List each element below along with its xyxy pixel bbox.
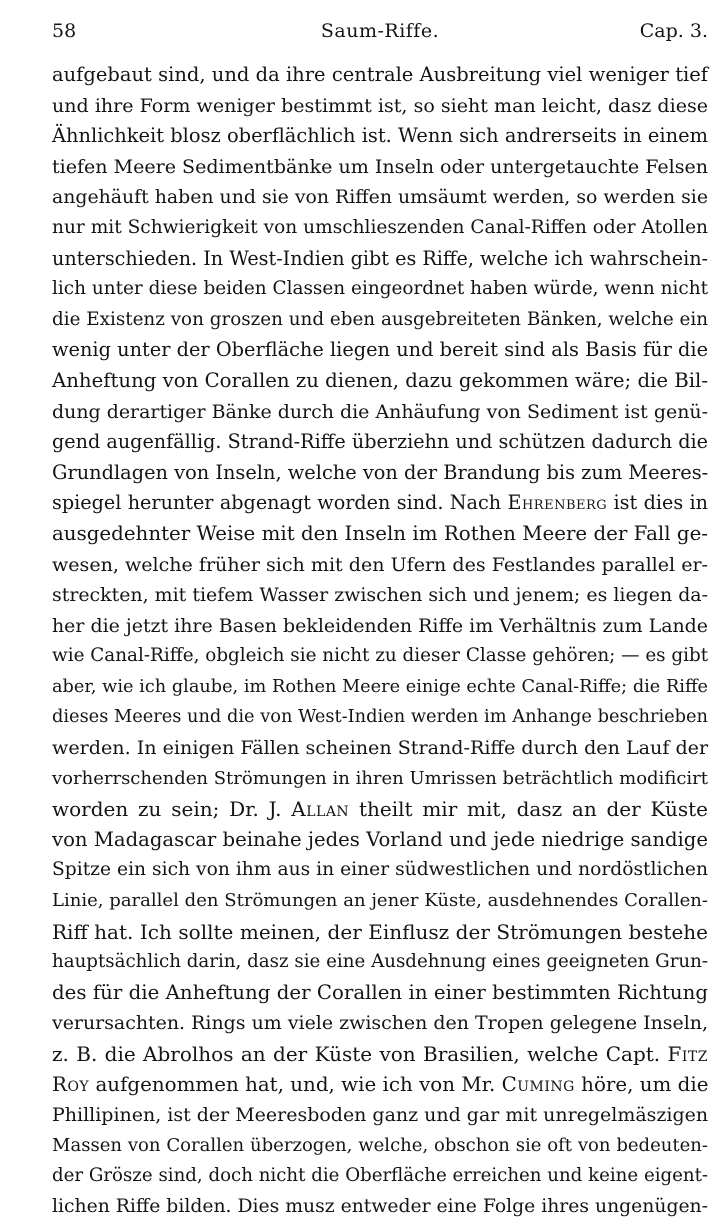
text-segment: ist dies in: [607, 491, 708, 515]
text-line: [52, 519, 708, 550]
text-segment: tiefen Meere Sedimentbänke um Inseln oder untergetauchte Felsen: [52, 155, 708, 178]
text-line: [52, 335, 708, 366]
text-segment: die Existenz von groszen und eben ausgebreiteten Bänken, welche ein: [52, 308, 708, 330]
text-segment: lich unter diese beiden Classen eingeordnet haben würde, wenn nicht: [52, 278, 708, 300]
text-line: [52, 182, 708, 213]
text-segment: spiegel herunter abgenagt worden sind. Nach: [52, 491, 508, 515]
text-line: [52, 488, 708, 519]
text-segment: höre, um die: [574, 1072, 709, 1096]
text-line: [52, 794, 708, 825]
text-line: [52, 1192, 708, 1223]
text-line: [52, 764, 708, 795]
text-line: [52, 978, 708, 1009]
text-segment: der Grösze sind, doch nicht die Oberfläche erreichen und keine eigent-: [52, 1165, 708, 1187]
text-segment: Massen von Corallen überzogen, welche, obschon sie oft von bedeuten-: [52, 1134, 708, 1156]
small-caps-name: Allan: [291, 797, 350, 822]
text-segment: aufgebaut sind, und da ihre centrale Ausbreitung viel weniger tief: [52, 63, 708, 86]
text-line: [52, 213, 708, 244]
text-line: [52, 1131, 708, 1162]
text-line: [52, 641, 708, 672]
small-caps-name: Ehrenberg: [507, 491, 608, 515]
text-segment: Anheftung von Corallen zu dienen, dazu gekommen wäre; die Bil-: [52, 368, 708, 392]
text-line: [52, 1070, 708, 1101]
text-line: [52, 1161, 708, 1192]
text-segment: unterschieden. In West-Indien gibt es Riffe, welche ich wahrschein-: [52, 246, 708, 270]
text-segment: wie Canal-Riffe, obgleich sie nicht zu dieser Classe gehören; — es gibt: [52, 645, 709, 667]
text-line: [52, 702, 708, 733]
small-caps-name: Cuming: [501, 1072, 575, 1096]
text-segment: nur mit Schwierigkeit von umschlieszenden Canal-Riffen oder Atollen: [52, 216, 708, 238]
text-segment: Spitze ein sich von ihm aus in einer südwestlichen und nordöstlichen: [52, 859, 708, 881]
text-line: [52, 91, 708, 122]
text-segment: und ihre Form weniger bestimmt ist, so sieht man leicht, dasz diese: [52, 94, 708, 117]
text-line: [52, 825, 708, 856]
text-segment: werden. In einigen Fällen scheinen Strand-Riffe durch den Lauf der: [52, 736, 709, 760]
text-segment: Ähnlichkeit blosz oberflächlich ist. Wenn sich andrerseits in einem: [52, 124, 708, 148]
text-line: [52, 580, 708, 611]
text-segment: hauptsächlich darin, dasz sie eine Ausdehnung eines geeigneten Grun-: [52, 951, 708, 973]
text-segment: dung derartiger Bänke durch die Anhäufung von Sediment ist genü-: [52, 400, 708, 423]
page-number: 58: [52, 20, 77, 42]
text-line: [52, 855, 708, 886]
text-segment: worden zu sein; Dr. J.: [52, 797, 292, 822]
small-caps-name: Roy: [52, 1072, 90, 1096]
chapter-label: Cap. 3.: [639, 20, 708, 42]
text-segment: z. B. die Abrolhos an der Küste von Brasilien, welche Capt.: [52, 1042, 668, 1066]
text-line: [52, 366, 708, 397]
text-segment: dieses Meeres und die von West-Indien werden im Anhange beschrieben: [52, 706, 708, 728]
text-line: [52, 152, 708, 183]
text-line: [52, 550, 708, 581]
text-line: [52, 1039, 708, 1070]
text-line: [52, 1008, 708, 1039]
text-segment: von Madagascar beinahe jedes Vorland und jede niedrige sandige: [52, 827, 708, 851]
text-segment: angehäuft haben und sie von Riffen umsäumt werden, so werden sie: [52, 186, 708, 209]
text-segment: her die jetzt ihre Basen bekleidenden Riffe im Verhältnis zum Lande: [52, 614, 708, 637]
text-segment: Grundlagen von Inseln, welche von der Brandung bis zum Meeres-: [52, 460, 709, 484]
text-line: [52, 305, 708, 336]
text-segment: vorherrschenden Strömungen in ihren Umrissen beträchtlich modificirt: [52, 767, 708, 789]
text-segment: ausgedehnter Weise mit den Inseln im Rothen Meere der Fall ge-: [52, 521, 708, 545]
text-segment: streckten, mit tiefem Wasser zwischen sich und jenem; es liegen da-: [52, 584, 708, 607]
text-line: [52, 274, 708, 305]
text-line: [52, 886, 708, 917]
text-segment: des für die Anheftung der Corallen in einer bestimmten Richtung: [52, 980, 708, 1004]
text-segment: Linie, parallel den Strömungen an jener Küste, ausdehnendes Corallen-: [52, 890, 708, 912]
text-line: [52, 1100, 708, 1131]
body-text: [52, 60, 708, 1223]
text-line: [52, 458, 708, 489]
text-segment: aufgenommen hat, und, wie ich von Mr.: [89, 1072, 502, 1096]
text-line: [52, 733, 708, 764]
text-line: [52, 947, 708, 978]
text-line: [52, 427, 708, 458]
text-line: [52, 611, 708, 642]
text-segment: lichen Riffe bilden. Dies musz entweder eine Folge ihres ungenügen-: [52, 1195, 708, 1217]
text-segment: aber, wie ich glaube, im Rothen Meere einige echte Canal-Riffe; die Riffe: [52, 676, 708, 697]
text-segment: verursachten. Rings um viele zwischen den Tropen gelegene Inseln,: [52, 1012, 708, 1035]
text-line: [52, 244, 708, 275]
text-segment: wesen, welche früher sich mit den Ufern des Festlandes parallel er-: [52, 553, 708, 576]
text-line: [52, 397, 708, 428]
text-segment: gend augenfällig. Strand-Riffe überziehn und schützen dadurch die: [52, 430, 708, 454]
text-segment: wenig unter der Oberfläche liegen und bereit sind als Basis für die: [52, 338, 708, 362]
text-line: [52, 60, 708, 91]
small-caps-name: Fitz: [667, 1042, 708, 1066]
text-line: [52, 121, 708, 152]
running-title: Saum-Riffe.: [320, 20, 440, 42]
text-segment: theilt mir mit, dasz an der Küste: [349, 797, 708, 822]
text-line: [52, 917, 708, 948]
text-segment: Riff hat. Ich sollte meinen, der Einflusz der Strömungen bestehe: [52, 919, 708, 944]
text-line: [52, 672, 708, 703]
text-segment: Phillipinen, ist der Meeresboden ganz und gar mit unregelmäszigen: [52, 1104, 709, 1127]
running-head: [52, 18, 708, 44]
